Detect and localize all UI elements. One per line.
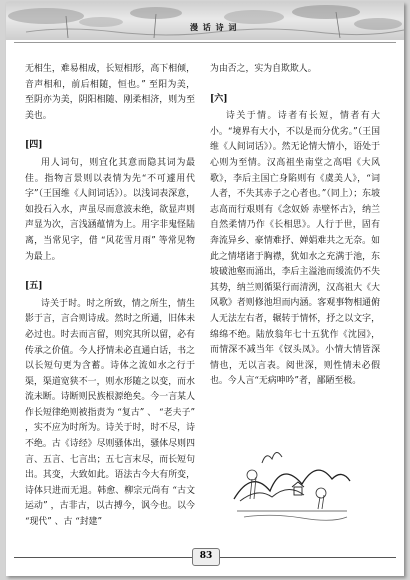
landscape-illustration [232,439,352,524]
paragraph: 诗关于时。时之所致，情之所生，情生影于言，言合则诗成。然时之所通，旧体未必过也。时去而言留，则究其所以留，必有传承之价值。今人抒情未必直通白话，书之以长短句更为含蓄。诗体之流如水之行于渠，渠道宽狭不一，则水形随之以变，而水流未断。诗断则民族根源绝矣。今一言某人作长短律绝则被指责为 “复古” 、 “老夫子” ，实不应为时所为。诗关于时，时不尽，诗不绝。古《诗经》尽则骚体出，骚体尽则四言、五言、七言出；五七言末尽，而长短句出。其变，大致如此。语法古今大有所变，诗体只进而无退。韩愈、柳宗元尚有 “古文运动” ，古非古，以古搏今，讽今也。以今 “现代” 、古 “封建” [25,298,195,528]
right-column [210,62,380,390]
lotus-decoration [6,2,404,40]
page-number: 83 [199,551,213,561]
section-marker-6: [六] [210,93,228,104]
header-banner [6,2,404,40]
section-marker-4: [四] [25,140,43,151]
page-number-badge [192,548,220,566]
section-marker-5: [五] [25,281,43,292]
paragraph: 无相生，难易相成，长短相形，高下相倾，音声相和，前后相随，恒也。” 至阳为美，至阴亦为美，阴阳相随、刚柔相济，则为至美也。 [25,64,195,121]
left-column [25,62,195,531]
paragraph: 诗关于情。诗者有长短，情者有大小。“境界有大小，不以是而分优劣。”（王国维《人间词话》）。然无论情大情小，语处于心则为至情。汉高祖坐南堂之高唱《大风歌》，李后主国亡身陷则有《虞美人》，“词人者，不失其赤子之心者也。”（同上）；东坡志高而行艰则有《念奴娇 赤壁怀古》，纳兰自然柔情乃作《长相思》。人行于世，固有奔流异乡、豪情难抒、婵娟难共之无奈。如此之情堵诸于胸襟，犹如水之充满于池，东坡破池壑而涌出，李后主溢池而缓流仍不失其势，纳兰则循渠行而清洌，汉高祖大《大风歌》者则修池坦而内涵。客观事物相通俯人无法左右者，辗转于情怀，抒之以文字，绵绵不绝。陆放翁年七十五犹作《沈园》，而情深不减当年《钗头凤》。小情大情皆深情也，无以言表。阅世深，则性情未必假也。今人言“无病呻吟”者，鄙陋至极。 [210,111,380,387]
header-rule [14,42,396,43]
page [6,2,404,576]
paragraph: 为由否之，实为自欺欺人。 [210,64,317,74]
header-title: 漫 话 诗 词 [190,22,238,32]
paragraph: 用人词句，则宜化其意而隐其词为最佳。指物言景则以表情为先“不可遽用代字”（王国维《人间词话》）。以浅词表深意，如投石入水，声虽尽而意波未绝，欲显声则声显为次，言浅涵蕴情为上。用字非鬼怪陆离，当常见字，借 “风花雪月雨” 等常见物为最上。 [25,157,195,262]
